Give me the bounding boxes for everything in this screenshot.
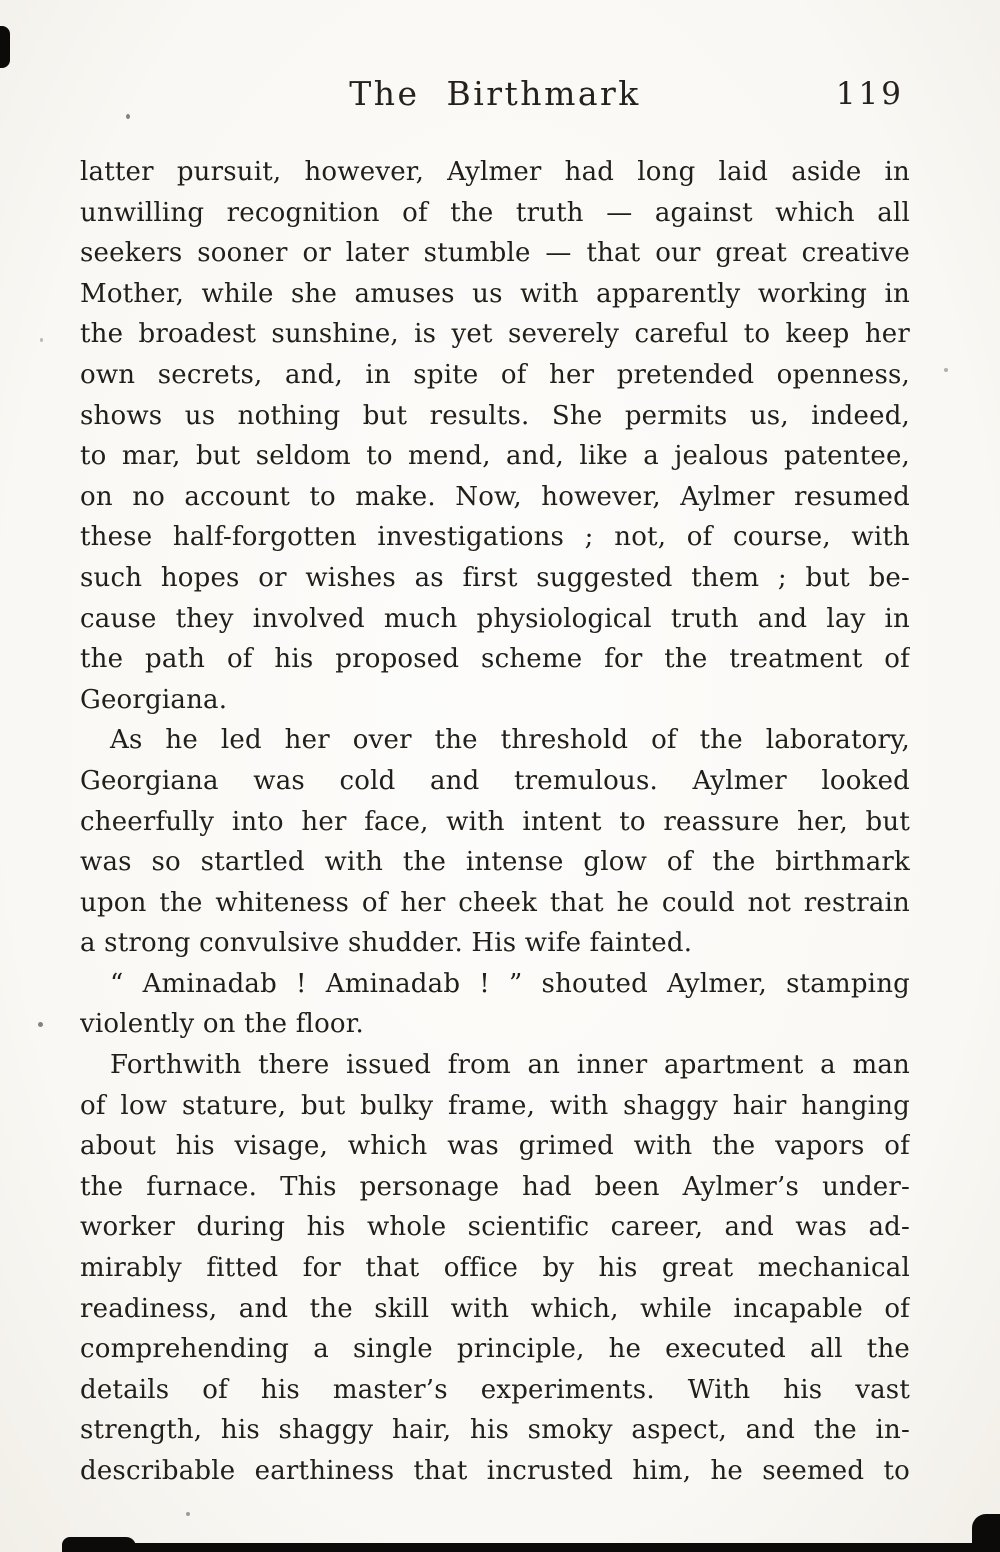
text-line: “ Aminadab ! Aminadab ! ” shouted Aylmer, stamping [110,968,910,999]
running-title: The Birthmark [349,74,641,113]
text-line: these half-forgotten investigations ; not, of course, with [80,522,910,553]
text-line: was so startled with the intense glow of the birthmark [80,847,910,878]
text-line: the furnace. This personage had been Aylmer’s under- [80,1171,910,1202]
text-line: of low stature, but bulky frame, with shaggy hair hanging [80,1090,910,1121]
scan-speck [40,338,43,342]
page-number: 119 [835,76,904,112]
text-line: describable earthiness that incrusted him, he seemed to [80,1456,910,1486]
text-line: As he led her over the threshold of the laboratory, [110,725,910,756]
text-block [80,152,910,1492]
text-line: upon the whiteness of her cheek that he could not restrain [80,887,910,918]
text-line: Forthwith there issued from an inner apartment a man [110,1050,910,1081]
text-line: to mar, but seldom to mend, and, like a jealous patentee, [80,441,910,472]
text-line: own secrets, and, in spite of her pretended openness, [80,359,910,390]
text-line: worker during his whole scientific career, and was ad- [80,1212,910,1243]
text-line: cheerfully into her face, with intent to reassure her, but [80,806,910,837]
paragraph [80,964,910,1045]
text-line: on no account to make. Now, however, Aylmer resumed [80,481,910,512]
scan-speck [186,1512,190,1516]
text-line: latter pursuit, however, Aylmer had long laid aside in [80,157,910,187]
page-header [80,74,910,118]
text-line: the broadest sunshine, is yet severely careful to keep her [80,319,910,350]
scan-artifact-bottom-blob [62,1537,136,1552]
text-line: about his visage, which was grimed with the vapors of [80,1131,910,1162]
text-line: Mother, while she amuses us with apparently working in [80,278,910,309]
paragraph [80,1045,910,1492]
paragraph [80,152,910,720]
text-line: readiness, and the skill with which, while incapable of [80,1293,910,1324]
scan-speck [38,1022,43,1027]
text-line: violently on the floor. [80,1009,365,1040]
scan-artifact-top-left [0,26,10,68]
text-line: Georgiana was cold and tremulous. Aylmer looked [80,765,910,796]
text-line: details of his master’s experiments. With his vast [80,1374,910,1405]
text-line: mirably fitted for that office by his great mechanical [80,1253,910,1284]
text-line: shows us nothing but results. She permits us, indeed, [80,400,910,431]
text-line: comprehending a single principle, he executed all the [80,1334,910,1365]
text-line: a strong convulsive shudder. His wife fainted. [80,928,693,959]
scan-speck [944,368,948,372]
text-line: unwilling recognition of the truth — against which all [80,197,910,228]
text-line: such hopes or wishes as first suggested them ; but be- [80,562,910,593]
text-line: strength, his shaggy hair, his smoky aspect, and the in- [80,1415,910,1446]
text-line: the path of his proposed scheme for the treatment of [80,644,910,675]
paragraph [80,720,910,964]
text-line: cause they involved much physiological truth and lay in [80,603,910,634]
scan-speck [126,114,130,119]
text-line: Georgiana. [80,684,228,715]
scan-artifact-bottom-bar [62,1543,1000,1552]
text-line: seekers sooner or later stumble — that our great creative [80,238,910,269]
scan-artifact-bottom-right [972,1514,1000,1552]
